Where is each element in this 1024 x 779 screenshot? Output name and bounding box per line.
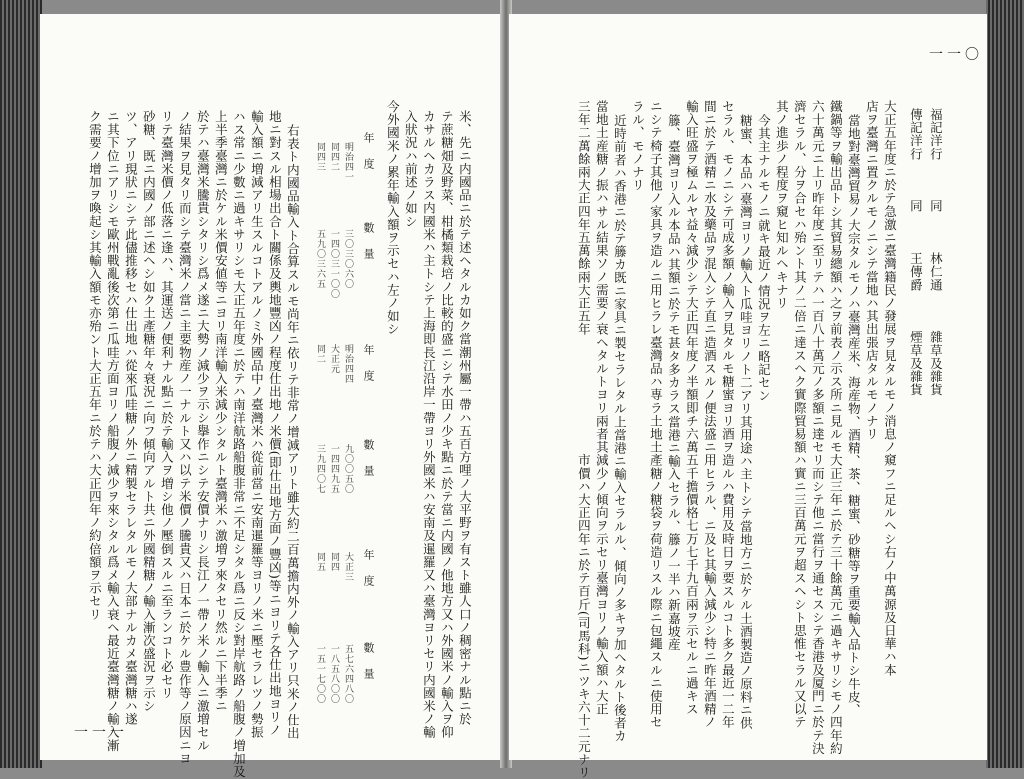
table-header-quantity: 數 量 [362, 439, 375, 478]
table-cell: 明治四一 [343, 142, 353, 182]
table-cell: 同四三 [315, 142, 325, 172]
body-column: 上半季臺灣ニ於ケル米價安値等ニヨリ南洋輸入米減少シタルト臺灣米ハ激増ヲ來タセリ然ルニ下半季ニ [213, 110, 229, 713]
table-cell: 五九〇三六五 [315, 229, 325, 289]
body-column: 入狀況ハ前述ノ如シ [403, 110, 419, 228]
table-cell: 一八五八〇〇 [329, 644, 339, 704]
body-column: ラル、モノナリ [630, 100, 646, 192]
page-number-left: 一一一 [74, 725, 128, 741]
body-column: 糖蜜、本品ハ臺灣ヨリノ輸入ト瓜哇ヨリノト二アリ其用途ハ主トシテ當地方ニ於ケル土酒製造ノ原料ニ供 [738, 114, 754, 730]
body-column: 地ニ對スル相場出合ト關係及輿地豐凶ノ程度仕出地ノ米價(即仕出地方面ノ豐凶)等ニヨリテ各仕出地ヨリノ [267, 110, 283, 737]
body-column: 於テハ臺灣米騰貴シタリシ爲メ遂ニ大勢ノ減少ヲ示シ擧作ニシテ安價ナリシ長江ノ一帶ノ米ノ輸入ニ激増セル [195, 110, 211, 752]
body-column: セラル、モノニシテ可成多額ノ輸入ヲ見タルモ糖蜜ヨリ酒ヲ造ルハ費用及時日ヲ要スルコト多ク最近一二年 [720, 100, 736, 729]
body-column: 輸入額ニ増減アリ生スルコトアルノミ外國品中ノ臺灣米ハ從前當ニ安南暹羅等ヨリノ米ニ壓セラレツノ勢振 [249, 110, 265, 739]
page-number-right: 一一〇 [929, 47, 983, 63]
body-column: ニ其下位ニアリシモ歐州戰亂後次第ニ瓜哇方面ヨリノ船腹ノ減少ヲ來シタル爲メ輸入衰ヘ最近臺灣糖ノ輸入漸 [105, 110, 121, 752]
body-column: ク需要ノ增加ヲ喚起シ其輸入額モ亦殆ント大正五年ニ於テハ大正四年ノ約倍額ヲ示セリ [87, 110, 103, 621]
body-column: 店ヲ臺灣ニ置クルモノニシテ當地ハ其出張店タルモノナリ [864, 100, 880, 441]
right-page [508, 14, 987, 779]
book-page-edges-right [986, 0, 1024, 768]
table-cell: 同二 [315, 344, 325, 364]
body-column: 鐵鍋等ヲ輸出品トシ其貿易總額ハ之ヲ前表ノ示ス所ニ見ルモ大正三年ニ於テ三十餘萬元ニ過キサリシモノ四年約 [828, 100, 844, 755]
body-column: 今其主ナルモノニ就キ最近ノ情況ヲ左ニ略記セン [756, 114, 772, 403]
table-header-quantity: 數 量 [362, 642, 375, 681]
body-column: 砂糖、既ニ内國ノ部ニ述ヘシ如ク土產糖年々衰況ニ向フ傾向アルト共ニ外國精糖ノ輸入漸次盛況ヲ示シ [141, 110, 157, 713]
body-column: 間ニ於テ酒精ニ水及藥品ヲ混入シテ直ニ造酒スルノ便法盛ニ用ヒラル、ニ及ヒ其輸入減少シ特ニ昨年酒精ノ [702, 100, 718, 729]
table-cell: 五七六四八〇 [343, 644, 353, 704]
body-column: ニシテ椅子其他ノ家具ヲ造ルニ用ヒラレ臺灣品ハ専ラ土地土產糖ノ糖袋ヲ荷造リスル際ニ包繩スルニ使用セ [648, 100, 664, 729]
body-column: 右表ト内國品輸入ト合算スルモ尚年ニ依リテ非常ノ增減アリト雖大約二百萬擔内外ノ輸入アリ只米ノ仕出 [285, 124, 301, 740]
body-column: 大正五年度ニ於テ急激ニ臺灣籍民ノ發展ヲ見タルモノ消息ノ窺フニ足ルヘシ右ノ中萬源及日華ハ本 [882, 100, 898, 677]
body-column: 輸入旺盛ヲ極ムルヤ益々減少シテ大正四年度ノ半額即チ六萬五千擔價格七万七千九百兩ヲ示セルニ過キス [684, 100, 700, 716]
body-column: 籐、臺灣ヨリ入ル本品ハ其額ニ於テモ甚タ多カラス當港ニ輸入セラル、籐ノ一半ハ新嘉坡産 [666, 114, 682, 652]
body-column: テ蔗糖畑及野菜、柑橘類栽培ノ比較的盛ニシテ水田ノ少キ點ニ於テ當ニ内國ノ他地方又ハ外國米ノ輸入ヲ仰 [439, 110, 455, 739]
body-column: ツ、アリ現狀ニシテ此儘推移セハ仕出地ハ從來瓜哇糖ノ外ニ精製セラレタルモノ大部ナルカメ臺灣糖ハ遂 [123, 110, 139, 726]
table-header-year: 年 度 [362, 549, 375, 588]
body-column: 近時前者ハ香港ニ於テ籐カ既ニ家具ニ製セラレタル上當港ニ輸入セラルル、傾向ノ多キヲ加ヘタルト後者カ [612, 114, 628, 743]
table-cell: 一四四九五 [329, 444, 339, 494]
table-cell: 一四〇三一〇〇 [329, 229, 339, 299]
body-column: 當地土産糖ノ振ハサル結果ソノ需要ノ衰ヘタルトヨリ兩者其減少ノ傾向ヲ示セリ臺灣ヨリノ輸入額ハ大正 [594, 100, 610, 716]
table-header-year: 年 度 [362, 344, 375, 383]
body-column: リテ臺灣米價ノ低落ニ逢ハ、其運送ノ便利ナル點ニ於テ輸入ヲ増シ他ノ壓倒スルニ至ランコト必セリ [159, 110, 175, 700]
table-header-quantity: 數 量 [362, 222, 375, 261]
left-page [40, 14, 505, 779]
header-entry-column: 傳記洋行 同 王傳爵 煙草及雜貨 [908, 108, 924, 397]
body-column: 六十萬元ニ上リ昨年度ニ至リテハ一百八十萬元ノ多額ニ達セリ而シテ他ニ當行ヲ通セスシテ香港及厦門ニ於テ決 [810, 100, 826, 755]
book-page-edges-left [0, 0, 42, 768]
body-column: カサルヘカラス内國米ハ主トシテ上海即長江沿岸一帶ヨリ外國米ハ安南及暹羅又ハ臺灣ヨリセリ内國米ノ輸 [421, 110, 437, 739]
body-column: 三年二萬餘兩大正四年五萬餘兩大正五年 市價ハ大正四年ニ於テ百斤(司馬科)ニツキ六十二元ナリ [576, 100, 592, 779]
table-header-year: 年 度 [362, 132, 375, 171]
table-cell: 三九四〇七 [315, 444, 325, 494]
table-cell: 大正三 [343, 552, 353, 582]
table-cell: 三〇三〇六〇 [343, 229, 353, 289]
body-column: ノ結果ヲ見タリ而シテ臺灣米ノ當ニ主要物産ノ一ナルト又ハ以テ米價ノ騰貴又ハ日本ニ於ケル豊作等ノ原因ニヨ [177, 110, 193, 765]
table-cell: 明治四四 [343, 344, 353, 384]
body-column: 米、先ニ内國品ニ於テ述ヘタルカ如ク當潮州屬一帶ハ五百方哩ノ大平野ヲ有スト雖人口ノ稠密ナル點ニ於 [457, 110, 473, 726]
table-cell: 同四 [329, 552, 339, 572]
table-cell: 九〇〇五〇 [343, 444, 353, 494]
body-column: 其ノ進歩ノ程度ヲ窺ヒ知ルヘキナリ [774, 100, 790, 310]
table-cell: 同四二 [329, 142, 339, 172]
body-column: ハス常ニ少數ニ過キサリシモ大正五年度ニ於テハ南洋航路船腹非常ニ不足シタル爲ニ反シ對岸航路ノ船腹ノ増加及 [231, 110, 247, 779]
table-cell: 大正元 [329, 344, 339, 374]
body-column: 當地對臺灣貿易ノ大宗タルモノハ臺灣産米、海産物、酒精、茶、糖蜜、砂糖等ヲ重要輸入品トシ牛皮、 [846, 114, 862, 717]
body-column: 濟セラル、分ヲ合セハ殆ント其ノ二倍ニ達スヘク實際貿易額ハ實ニ三百萬元ヲ超スヘシト思惟セラル又以テ [792, 100, 808, 729]
table-cell: 同五 [315, 552, 325, 572]
body-column: 今外國米ノ累年輸入額ヲ示セハ左ノ如シ [385, 100, 401, 336]
header-entry-column: 福記洋行 同 林仁通 雜草及雜貨 [928, 108, 944, 397]
table-cell: 一五一七〇〇 [315, 644, 325, 704]
